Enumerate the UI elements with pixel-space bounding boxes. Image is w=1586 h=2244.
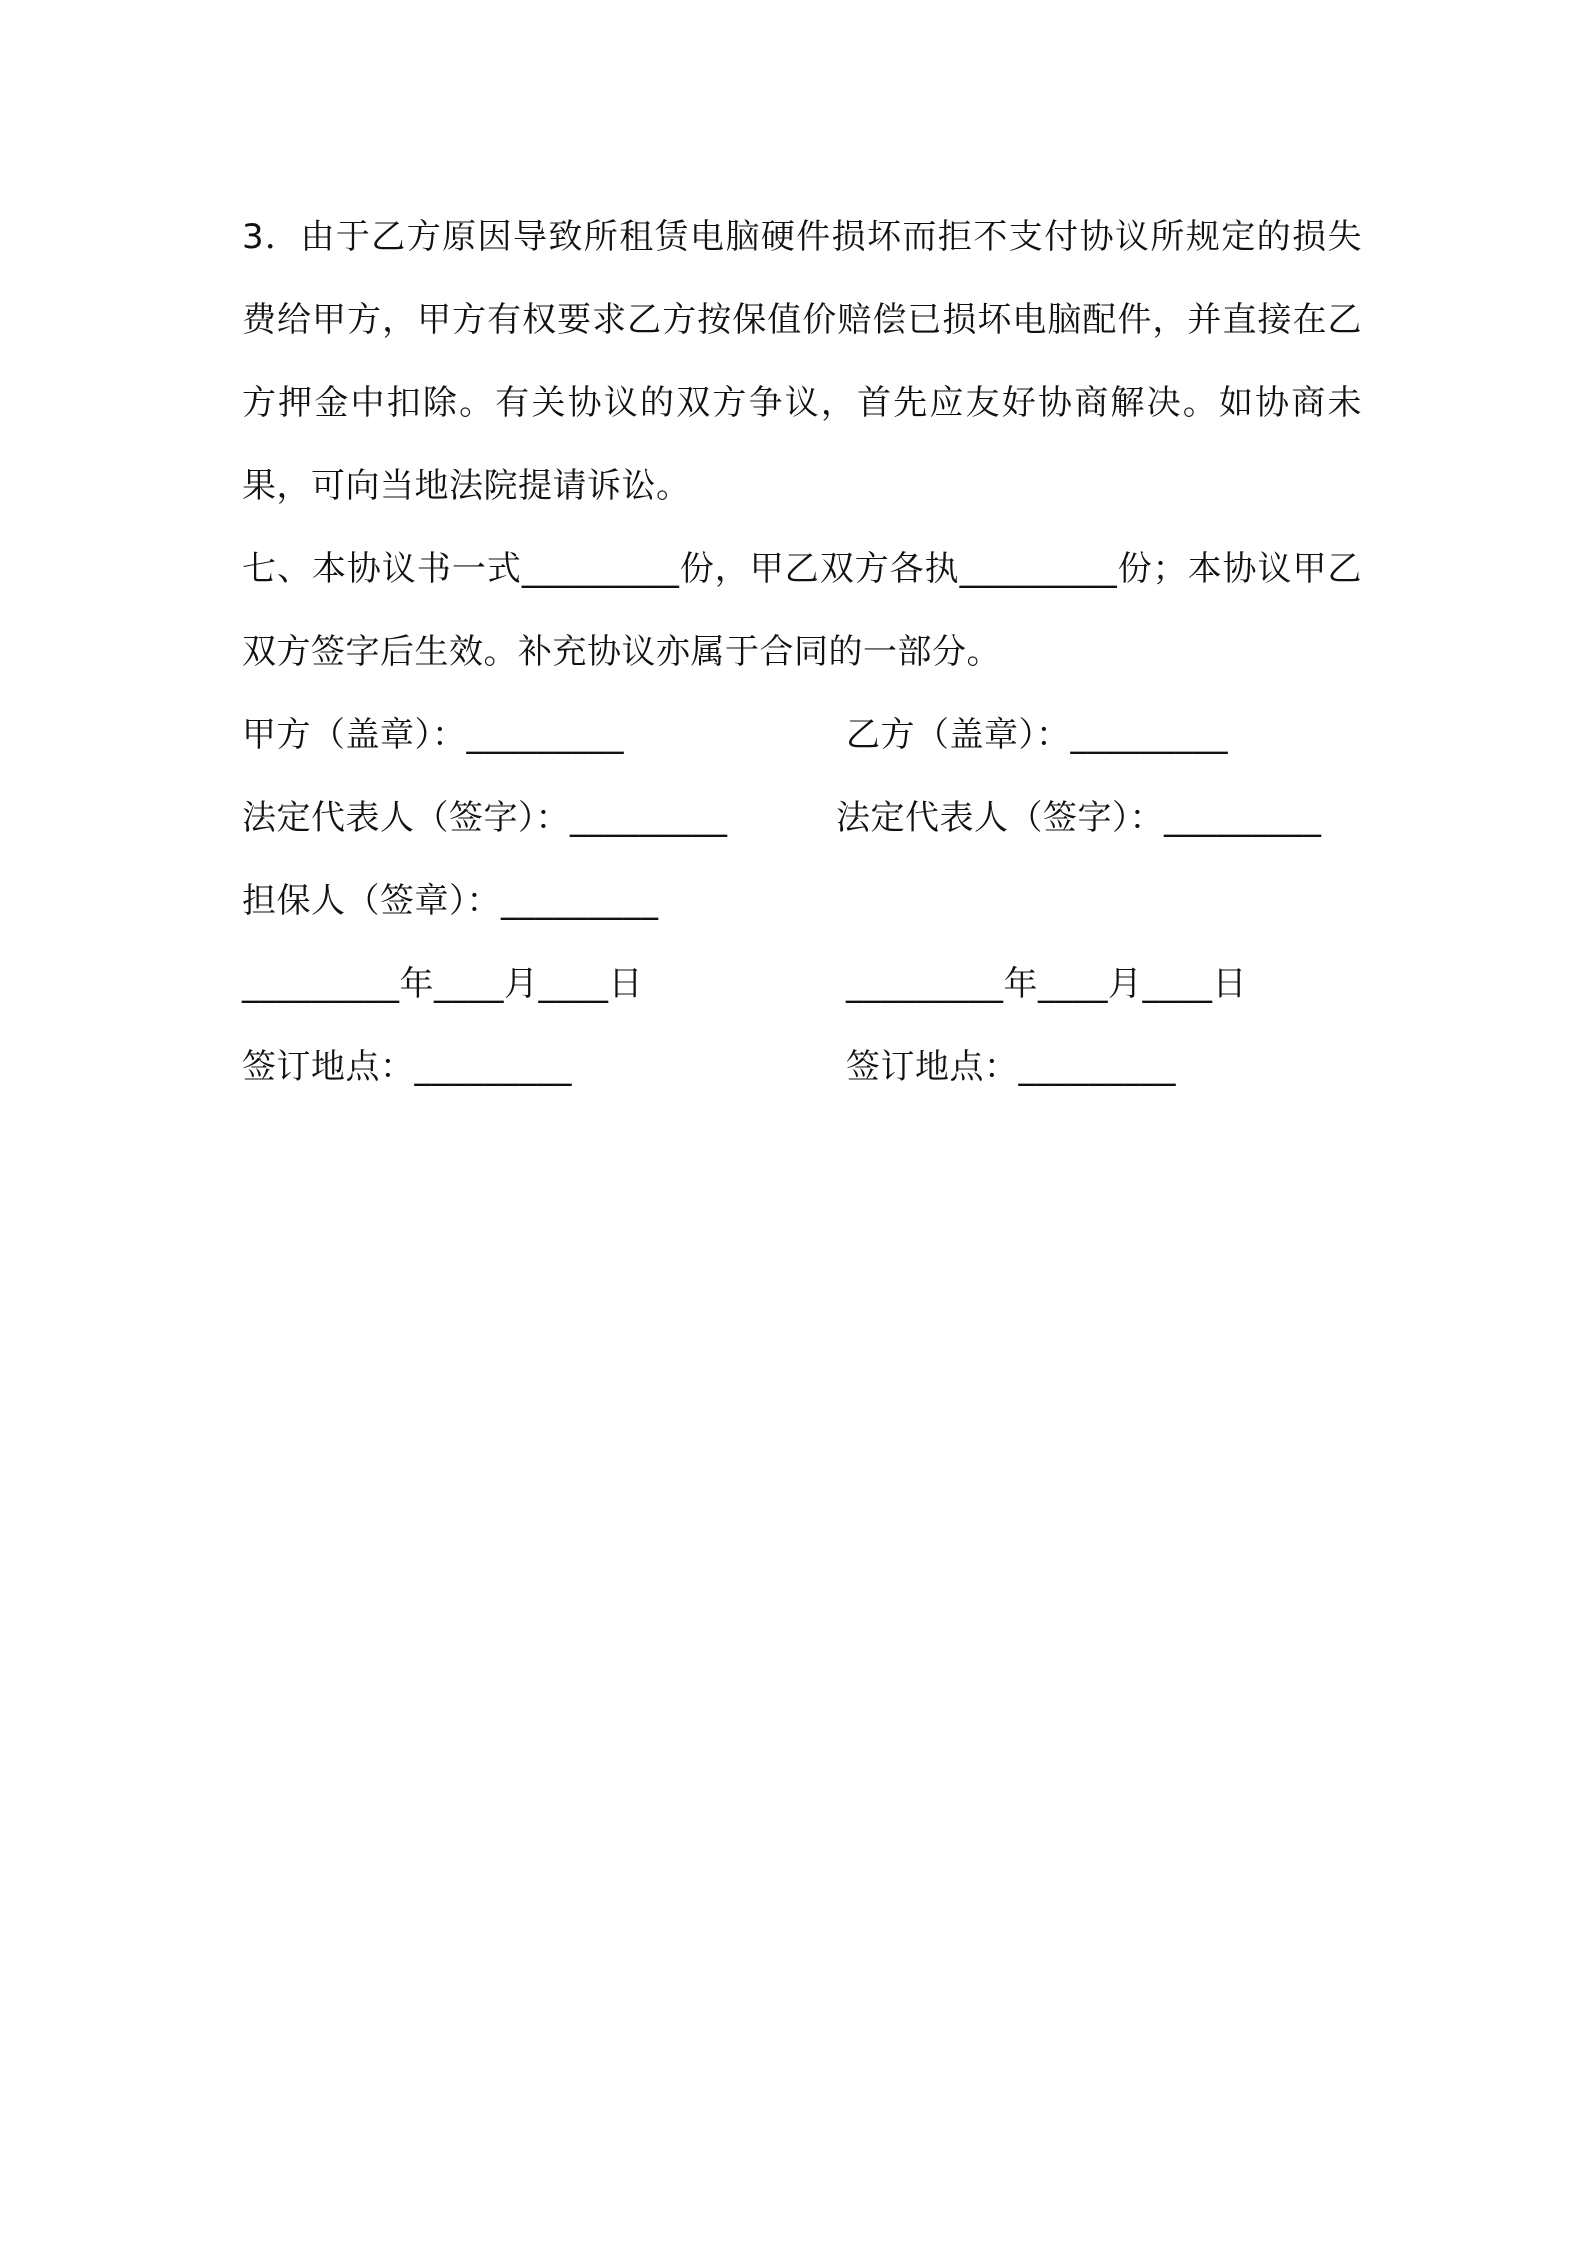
party-a-seal-field: 甲方（盖章）：_________ [242,715,624,755]
guarantor-field: 担保人（签章）：_________ [242,881,659,921]
clause-7-paragraph: 七、本协议书一式_________份，甲乙双方各执_________份；本协议甲乙双方签字后生效。补充协议亦属于合同的一部分。 [242,549,1362,672]
party-a-signing-place-field: 签订地点：_________ [242,1047,572,1087]
party-b-seal-field: 乙方（盖章）：_________ [846,715,1228,755]
party-a-legal-rep-field: 法定代表人（签字）：_________ [242,798,728,838]
legal-representative-row [242,777,1362,860]
party-b-legal-rep-field: 法定代表人（签字）：_________ [836,798,1322,838]
signing-place-row [242,1026,1362,1109]
date-row [242,943,1362,1026]
party-b-signing-place-field: 签订地点：_________ [846,1047,1176,1087]
clause-3-paragraph: 3．由于乙方原因导致所租赁电脑硬件损坏而拒不支付协议所规定的损失费给甲方，甲方有权要求乙方按保值价赔偿已损坏电脑配件，并直接在乙方押金中扣除。有关协议的双方争议，首先应友好协商解决。如协商未果，可向当地法院提请诉讼。 [242,217,1362,506]
party-a-date-field: _________年____月____日 [242,964,643,1004]
guarantor-row [242,860,1362,943]
contract-page [242,196,1362,1109]
seal-row [242,694,1362,777]
party-b-date-field: _________年____月____日 [846,964,1247,1004]
